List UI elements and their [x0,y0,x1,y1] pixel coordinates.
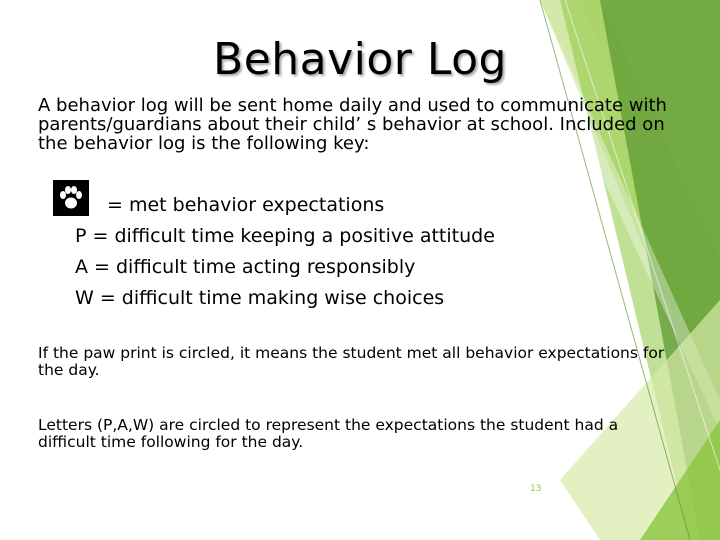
slide-title: Behavior Log [213,34,507,85]
key-text-w: W = difficult time making wise choices [75,287,445,309]
paw-circled-paragraph: If the paw print is circled, it means the student met all behavior expectations for the day. [38,344,665,379]
intro-paragraph: A behavior log will be sent home daily and used to communicate with parents/guardians about their child’ s behavior at school. Included on the behavior log is the following key: [38,95,667,154]
behavior-key [75,190,495,314]
paw-print-icon [53,180,89,216]
page-number: 13 [530,484,542,494]
key-text-a: A = difficult time acting responsibly [75,256,416,278]
key-text-paw: = met behavior expectations [107,194,385,216]
key-text-p: P = difficult time keeping a positive attitude [75,225,495,247]
letters-circled-paragraph: Letters (P,A,W) are circled to represent the expectations the student had a difficult time following for the day. [38,416,619,451]
key-row-p [75,221,495,252]
key-row-w [75,283,495,314]
key-row-a [75,252,495,283]
key-row-paw [75,190,495,221]
